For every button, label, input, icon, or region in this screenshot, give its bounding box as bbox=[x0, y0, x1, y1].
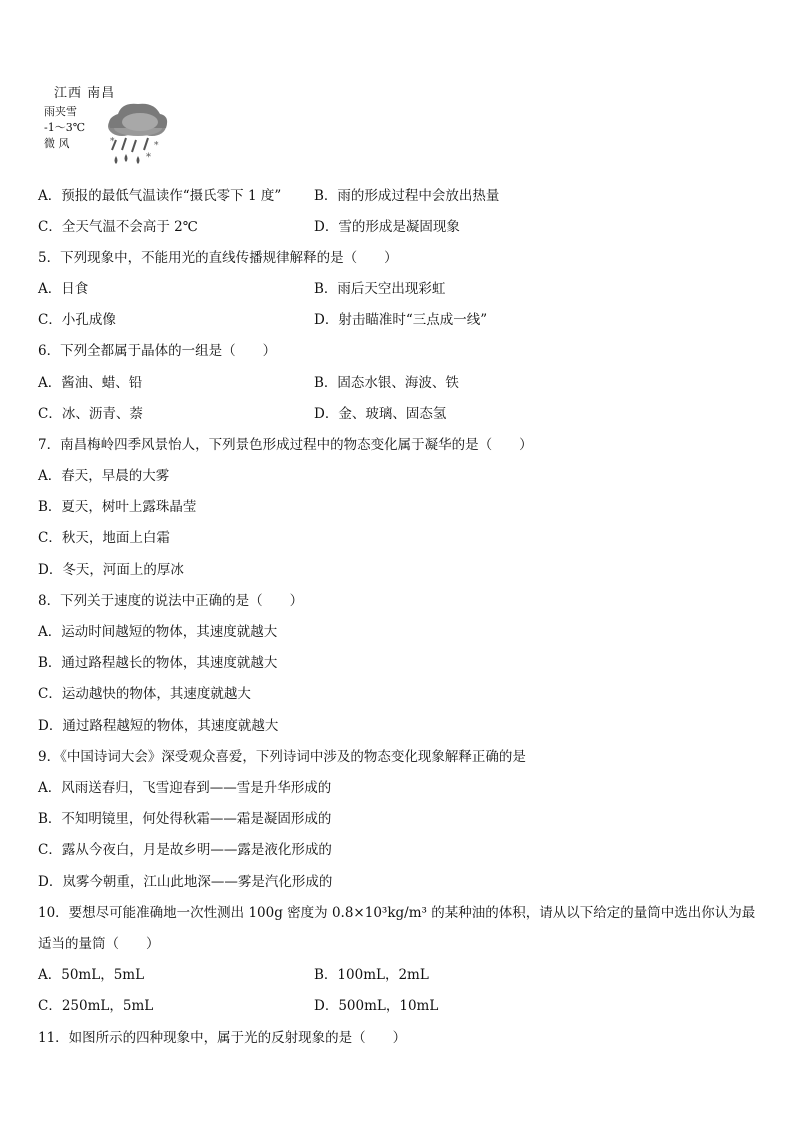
q4-option-c: C．全天气温不会高于 2℃ bbox=[38, 219, 198, 235]
svg-text:*: * bbox=[110, 137, 115, 147]
q8-option-b: B．通过路程越长的物体，其速度就越大 bbox=[38, 655, 278, 671]
svg-text:*: * bbox=[154, 141, 159, 151]
q6-option-b: B．固态水银、海波、铁 bbox=[314, 375, 459, 391]
q8-option-d: D．通过路程越短的物体，其速度就越大 bbox=[38, 718, 279, 734]
q4-option-a: A．预报的最低气温读作“摄氏零下 1 度” bbox=[38, 188, 282, 204]
svg-text:*: * bbox=[146, 152, 151, 163]
weather-temperature: -1～3℃ bbox=[44, 121, 86, 134]
q5-option-b: B．雨后天空出现彩虹 bbox=[314, 281, 446, 297]
q9-option-c: C．露从今夜白，月是故乡明——露是液化形成的 bbox=[38, 842, 332, 858]
q7-option-d: D．冬天，河面上的厚冰 bbox=[38, 562, 184, 578]
q8-option-a: A．运动时间越短的物体，其速度就越大 bbox=[38, 624, 278, 640]
q7-option-a: A．春天，早晨的大雾 bbox=[38, 468, 170, 484]
weather-wind: 微 风 bbox=[44, 137, 70, 150]
q7-option-c: C．秋天，地面上白霜 bbox=[38, 530, 170, 546]
rain-snow-cloud-icon bbox=[102, 98, 174, 170]
q10-option-d: D．500mL，10mL bbox=[314, 998, 439, 1014]
q7-stem: 7．南昌梅岭四季风景怡人，下列景色形成过程中的物态变化属于凝华的是（ ） bbox=[38, 437, 533, 453]
q6-stem: 6．下列全都属于晶体的一组是（ ） bbox=[38, 343, 277, 359]
weather-location: 江西 南昌 bbox=[54, 86, 116, 101]
weather-forecast-figure bbox=[42, 80, 182, 172]
q4-option-b: B．雨的形成过程中会放出热量 bbox=[314, 188, 500, 204]
q7-option-b: B．夏天，树叶上露珠晶莹 bbox=[38, 499, 197, 515]
q10-option-b: B．100mL，2mL bbox=[314, 967, 429, 983]
q9-option-b: B．不知明镜里，何处得秋霜——霜是凝固形成的 bbox=[38, 811, 332, 827]
q10-option-c: C．250mL，5mL bbox=[38, 998, 154, 1014]
q10-stem: 10．要想尽可能准确地一次性测出 100g 密度为 0.8×10³kg/m³ 的某种油的体积，请从以下给定的量筒中选出你认为最适当的量筒（ ） bbox=[38, 905, 756, 952]
q8-option-c: C．运动越快的物体，其速度就越大 bbox=[38, 686, 251, 702]
q4-option-d: D．雪的形成是凝固现象 bbox=[314, 219, 460, 235]
q9-stem: 9．《中国诗词大会》深受观众喜爱，下列诗词中涉及的物态变化现象解释正确的是 bbox=[38, 749, 526, 765]
q5-option-d: D．射击瞄准时“三点成一线” bbox=[314, 312, 488, 328]
q6-option-c: C．冰、沥青、萘 bbox=[38, 406, 143, 422]
q10-option-a: A．50mL，5mL bbox=[38, 967, 145, 983]
q5-stem: 5．下列现象中，不能用光的直线传播规律解释的是（ ） bbox=[38, 250, 398, 266]
q9-option-a: A．风雨送春归，飞雪迎春到——雪是升华形成的 bbox=[38, 780, 332, 796]
weather-condition: 雨夹雪 bbox=[44, 105, 77, 118]
q9-option-d: D．岚雾今朝重，江山此地深——雾是汽化形成的 bbox=[38, 874, 333, 890]
weather-details bbox=[44, 104, 85, 152]
q5-option-c: C．小孔成像 bbox=[38, 312, 116, 328]
q6-option-a: A．酱油、蜡、铅 bbox=[38, 375, 143, 391]
q6-option-d: D．金、玻璃、固态氢 bbox=[314, 406, 447, 422]
q11-stem: 11．如图所示的四种现象中，属于光的反射现象的是（ ） bbox=[38, 1030, 407, 1046]
q5-option-a: A．日食 bbox=[38, 281, 89, 297]
q8-stem: 8．下列关于速度的说法中正确的是（ ） bbox=[38, 593, 304, 609]
